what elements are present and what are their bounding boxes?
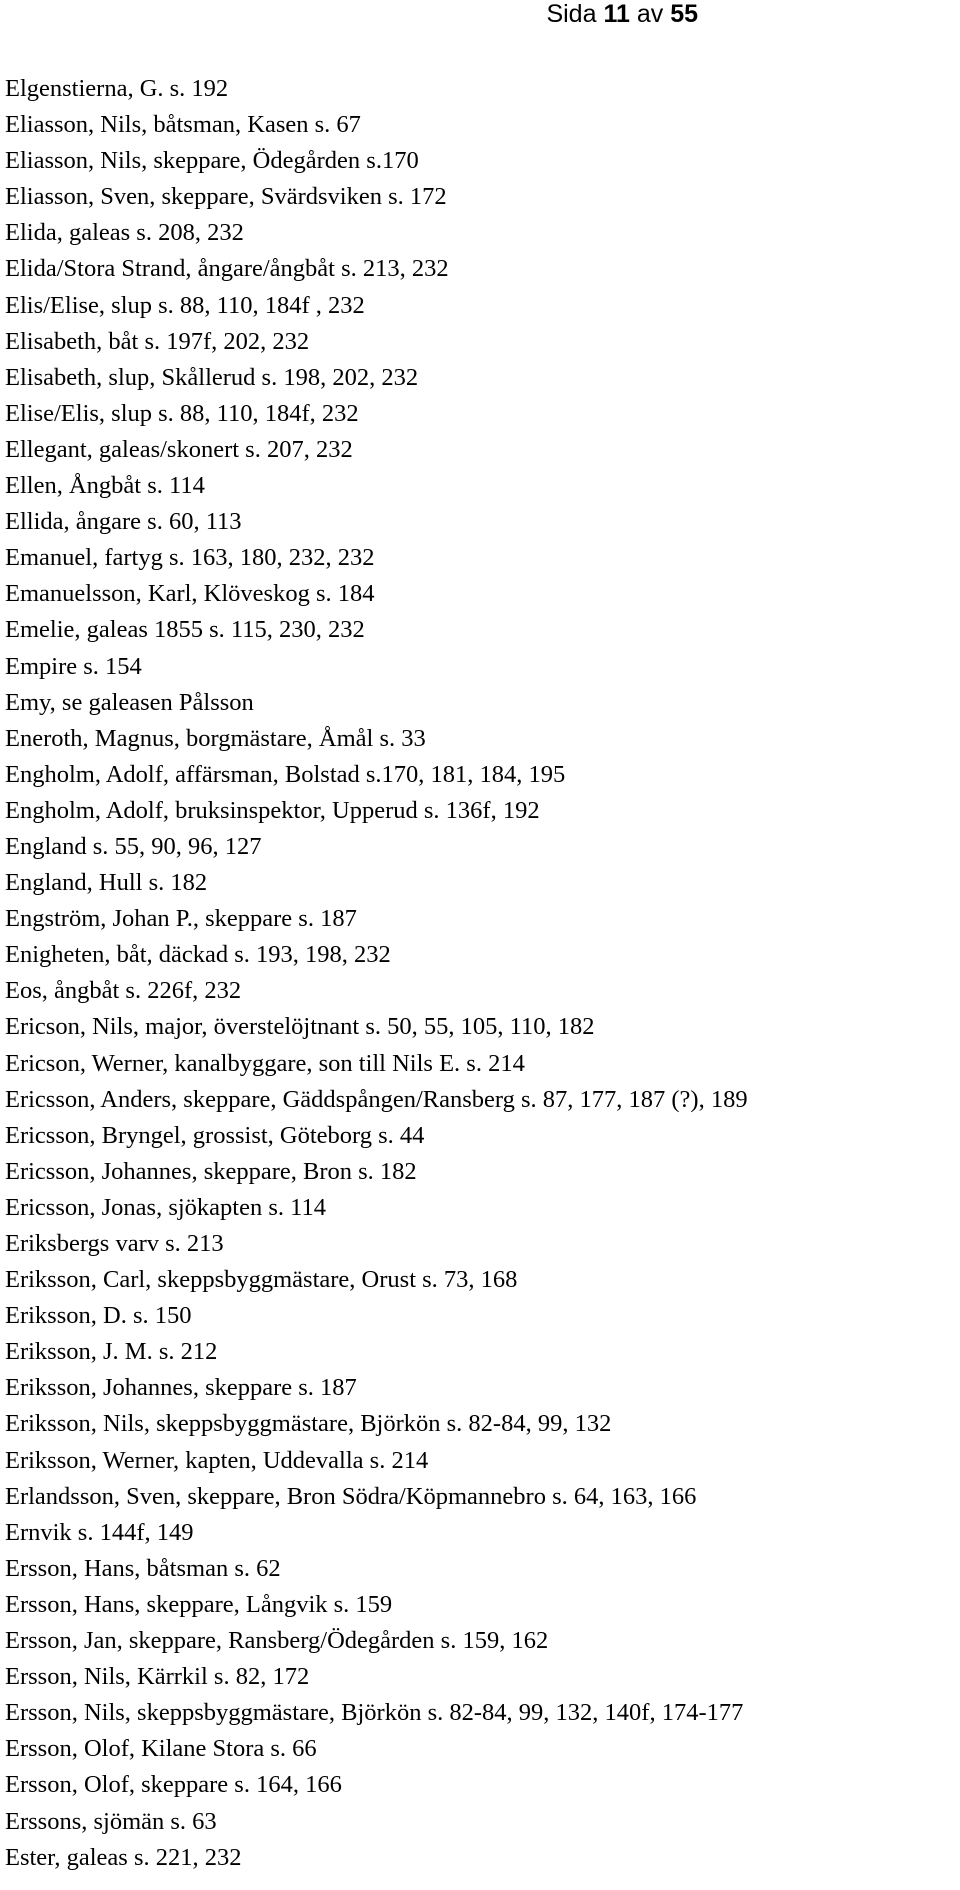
index-entry: Elida, galeas s. 208, 232 <box>5 219 244 247</box>
index-entry: Emy, se galeasen Pålsson <box>5 688 254 716</box>
index-entry: Eliasson, Nils, skeppare, Ödegården s.170 <box>5 147 419 175</box>
page-number-header <box>546 0 698 28</box>
index-entry: Ericsson, Johannes, skeppare, Bron s. 182 <box>5 1157 417 1185</box>
index-entry: Ersson, Nils, Kärrkil s. 82, 172 <box>5 1663 310 1691</box>
index-entry: Ester, galeas s. 221, 232 <box>5 1843 242 1871</box>
index-entry: Ericson, Nils, major, överstelöjtnant s. 50, 55, 105, 110, 182 <box>5 1013 595 1041</box>
index-entry: Eriksson, D. s. 150 <box>5 1302 192 1330</box>
index-entry: Ersson, Hans, skeppare, Långvik s. 159 <box>5 1590 393 1618</box>
index-entry: Eneroth, Magnus, borgmästare, Åmål s. 33 <box>5 724 426 752</box>
index-entry: England, Hull s. 182 <box>5 869 208 897</box>
index-entry: Ersson, Nils, skeppsbyggmästare, Björkön s. 82-84, 99, 132, 140f, 174-177 <box>5 1699 744 1727</box>
index-entry: Empire s. 154 <box>5 652 142 680</box>
current-page-number: 11 <box>603 0 630 28</box>
index-entry: Ericsson, Jonas, sjökapten s. 114 <box>5 1193 326 1221</box>
page-label-prefix: Sida <box>546 0 597 28</box>
index-entry: Eriksson, J. M. s. 212 <box>5 1338 218 1366</box>
index-entry: Ericsson, Bryngel, grossist, Göteborg s. 44 <box>5 1121 425 1149</box>
index-entry: Ersson, Hans, båtsman s. 62 <box>5 1554 281 1582</box>
register-index-list <box>5 71 748 1876</box>
index-entry: Ersson, Olof, Kilane Stora s. 66 <box>5 1735 317 1763</box>
index-entry: Engholm, Adolf, bruksinspektor, Upperud s. 136f, 192 <box>5 796 540 824</box>
index-entry: Emelie, galeas 1855 s. 115, 230, 232 <box>5 616 365 644</box>
index-entry: Eriksson, Nils, skeppsbyggmästare, Björkön s. 82-84, 99, 132 <box>5 1410 612 1438</box>
index-entry: Eriksson, Johannes, skeppare s. 187 <box>5 1374 357 1402</box>
index-entry: Elgenstierna, G. s. 192 <box>5 75 229 102</box>
index-entry: Ellen, Ångbåt s. 114 <box>5 472 205 500</box>
index-entry: Ellegant, galeas/skonert s. 207, 232 <box>5 435 353 463</box>
index-entry: Ellida, ångare s. 60, 113 <box>5 508 242 536</box>
index-entry: Eriksson, Carl, skeppsbyggmästare, Orust s. 73, 168 <box>5 1266 518 1294</box>
index-entry: Elis/Elise, slup s. 88, 110, 184f , 232 <box>5 291 365 319</box>
total-page-count: 55 <box>670 0 698 28</box>
page-label-separator: av <box>636 0 664 28</box>
index-entry: Ericsson, Anders, skeppare, Gäddspången/Ransberg s. 87, 177, 187 (?), 189 <box>5 1085 748 1113</box>
index-entry: Eliasson, Sven, skeppare, Svärdsviken s. 172 <box>5 183 447 211</box>
index-entry: Elisabeth, slup, Skållerud s. 198, 202, 232 <box>5 363 419 391</box>
index-entry: Erssons, sjömän s. 63 <box>5 1807 217 1835</box>
index-entry: Elida/Stora Strand, ångare/ångbåt s. 213, 232 <box>5 255 449 283</box>
index-entry: Eriksson, Werner, kapten, Uddevalla s. 214 <box>5 1446 429 1474</box>
index-entry: England s. 55, 90, 96, 127 <box>5 832 262 860</box>
index-entry: Erlandsson, Sven, skeppare, Bron Södra/Köpmannebro s. 64, 163, 166 <box>5 1482 697 1510</box>
index-entry: Eriksbergs varv s. 213 <box>5 1230 224 1257</box>
index-entry: Ersson, Jan, skeppare, Ransberg/Ödegården s. 159, 162 <box>5 1627 549 1655</box>
index-entry: Ersson, Olof, skeppare s. 164, 166 <box>5 1771 342 1799</box>
index-entry: Emanuel, fartyg s. 163, 180, 232, 232 <box>5 544 375 572</box>
index-entry: Engström, Johan P., skeppare s. 187 <box>5 905 357 933</box>
index-entry: Ernvik s. 144f, 149 <box>5 1518 194 1546</box>
index-entry: Elise/Elis, slup s. 88, 110, 184f, 232 <box>5 399 359 427</box>
index-entry: Emanuelsson, Karl, Klöveskog s. 184 <box>5 580 375 608</box>
index-entry: Eliasson, Nils, båtsman, Kasen s. 67 <box>5 111 361 139</box>
index-entry: Eos, ångbåt s. 226f, 232 <box>5 977 242 1005</box>
index-entry: Ericson, Werner, kanalbyggare, son till Nils E. s. 214 <box>5 1049 525 1077</box>
index-entry: Enigheten, båt, däckad s. 193, 198, 232 <box>5 941 391 969</box>
index-entry: Engholm, Adolf, affärsman, Bolstad s.170, 181, 184, 195 <box>5 760 566 788</box>
index-entry: Elisabeth, båt s. 197f, 202, 232 <box>5 327 310 355</box>
